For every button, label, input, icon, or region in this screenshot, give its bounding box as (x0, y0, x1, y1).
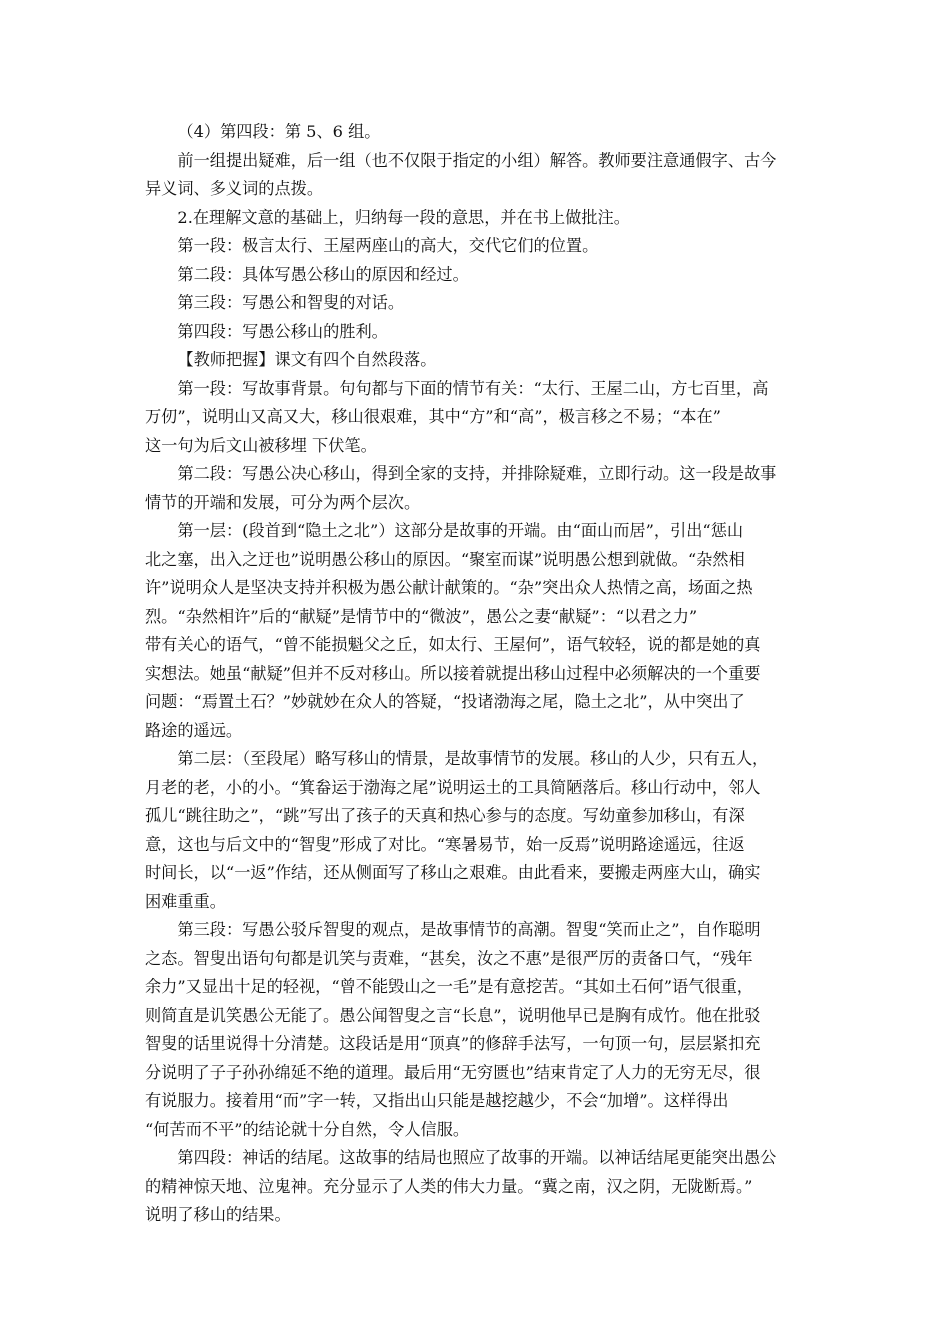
text-line: “何苦而不平”的结论就十分自然，令人信服。 (145, 1119, 470, 1139)
text-line: 之态。智叟出语句句都是讥笑与责难，“甚矣，汝之不惠”是很严厉的责备口气，“残年 (145, 948, 753, 968)
text-line: 第一层：(段首到“隐土之北”）这部分是故事的开端。由“面山而居”，引出“惩山 (177, 521, 744, 540)
text-line: 第四段：神话的结尾。这故事的结局也照应了故事的开端。以神话结尾更能突出愚公 (177, 1148, 777, 1167)
text-line: 这一句为后文山被移埋 下伏笔。 (145, 435, 377, 455)
text-line: （4）第四段：第 5、6 组。 (177, 122, 381, 141)
text-line: 第二段：写愚公决心移山，得到全家的支持，并排除疑难，立即行动。这一段是故事 (177, 464, 777, 483)
paragraph (145, 346, 810, 375)
paragraph (145, 289, 810, 318)
text-line: 带有关心的语气，“曾不能损魁父之丘，如太行、王屋何”，语气较轻，说的都是她的真 (145, 635, 761, 654)
text-line: 说明了移山的结果。 (145, 1205, 291, 1224)
text-line: 第三段：写愚公驳斥智叟的观点，是故事情节的高潮。智叟“笑而止之”，自作聪明 (177, 920, 761, 939)
paragraph (145, 916, 810, 1144)
paragraph (145, 1144, 810, 1230)
text-line: 【教师把握】课文有四个自然段落。 (177, 350, 437, 369)
text-line: 第一段：极言太行、王屋两座山的高大，交代它们的位置。 (177, 236, 599, 255)
text-line: 异义词、多义词的点拨。 (145, 179, 324, 198)
text-line: 智叟的话里说得十分清楚。这段话是用“顶真”的修辞手法写，一句顶一句，层层紧扣充 (145, 1034, 761, 1053)
text-line: 时间长，以“一返”作结，还从侧面写了移山之艰难。由此看来，要搬走两座大山，确实 (145, 863, 761, 882)
text-line: 孤儿“跳往助之”，“跳”写出了孩子的天真和热心参与的态度。写幼童参加移山，有深 (145, 806, 745, 825)
paragraph (145, 460, 810, 517)
text-line: 困难重重。 (145, 891, 226, 911)
paragraph (145, 318, 810, 347)
text-line: 烈。“杂然相许”后的“献疑”是情节中的“微波”，愚公之妻“献疑”：“以君之力” (145, 606, 698, 626)
paragraph (145, 147, 810, 204)
paragraph (145, 204, 810, 233)
text-line: 问题：“焉置土石？”妙就妙在众人的答疑，“投诸渤海之尾，隐土之北”，从中突出了 (145, 692, 745, 711)
text-line: 的精神惊天地、泣鬼神。充分显示了人类的伟大力量。“冀之南，汉之阴，无陇断焉。” (145, 1176, 753, 1196)
document-body (145, 118, 810, 1230)
text-line: 意，这也与后文中的“智叟”形成了对比。“寒暑易节，始一反焉”说明路途遥远，往返 (145, 834, 745, 854)
text-line: 2.在理解文意的基础上，归纳每一段的意思，并在书上做批注。 (177, 207, 630, 227)
paragraph (145, 745, 810, 916)
text-line: 前一组提出疑难，后一组（也不仅限于指定的小组）解答。教师要注意通假字、古今 (177, 150, 777, 170)
text-line: 第二层：（至段尾）略写移山的情景，是故事情节的发展。移山的人少，只有五人， (177, 749, 769, 768)
text-line: 第二段：具体写愚公移山的原因和经过。 (177, 264, 469, 284)
paragraph (145, 232, 810, 261)
text-line: 则简直是讥笑愚公无能了。愚公闻智叟之言“长息”，说明他早已是胸有成竹。他在批驳 (145, 1005, 761, 1025)
text-line: 分说明了子子孙孙绵延不绝的道理。最后用“无穷匮也”结束肯定了人力的无穷无尽，很 (145, 1062, 761, 1082)
text-line: 有说服力。接着用“而”字一转，又指出山只能是越挖越少，不会“加增”。这样得出 (145, 1091, 729, 1110)
paragraph (145, 517, 810, 745)
text-line: 第一段：写故事背景。句句都与下面的情节有关：“太行、王屋二山，方七百里，高 (177, 378, 769, 398)
text-line: 月老的老，小的小。“箕畚运于渤海之尾”说明运土的工具简陋落后。移山行动中，邻人 (145, 777, 761, 797)
text-line: 实想法。她虽“献疑”但并不反对移山。所以接着就提出移山过程中必须解决的一个重要 (145, 663, 761, 683)
text-line: 第三段：写愚公和智叟的对话。 (177, 293, 405, 312)
paragraph (145, 375, 810, 461)
text-line: 第四段：写愚公移山的胜利。 (177, 321, 388, 341)
paragraph (145, 118, 810, 147)
paragraph (145, 261, 810, 290)
text-line: 许”说明众人是坚决支持并积极为愚公献计献策的。“杂”突出众人热情之高，场面之热 (145, 578, 753, 597)
text-line: 路途的遥远。 (145, 720, 243, 740)
text-line: 万仞”，说明山又高又大，移山很艰难，其中“方”和“高”，极言移之不易；“本在” (145, 407, 721, 426)
text-line: 情节的开端和发展，可分为两个层次。 (145, 492, 421, 512)
text-line: 余力”又显出十足的轻视，“曾不能毁山之一毛”是有意挖苦。“其如土石何”语气很重， (145, 977, 753, 996)
text-line: 北之塞，出入之迂也”说明愚公移山的原因。“聚室而谋”说明愚公想到就做。“杂然相 (145, 549, 745, 569)
